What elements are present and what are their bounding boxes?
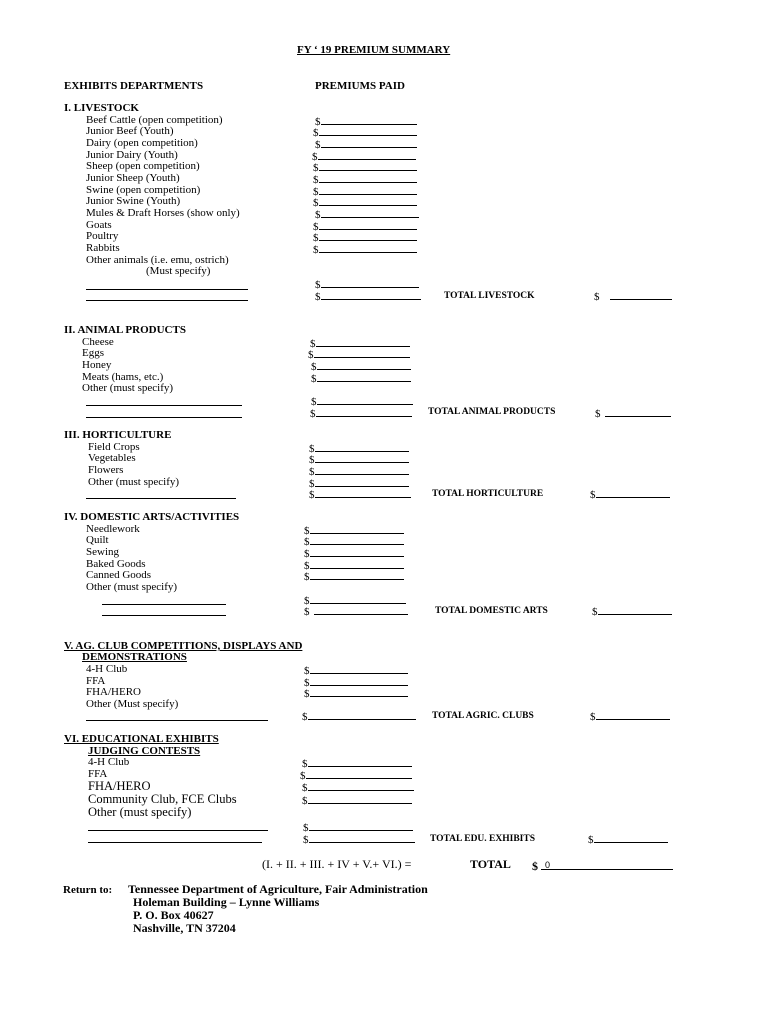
animal-products-item: Honey [82, 359, 112, 371]
horticulture-item: Field Crops [88, 441, 140, 453]
specify-field[interactable] [102, 615, 226, 616]
total-agric-clubs-field[interactable]: $ [590, 709, 670, 723]
amount-field[interactable]: $ [304, 523, 404, 537]
livestock-item: Poultry [86, 230, 119, 242]
total-horticulture-field[interactable]: $ [590, 487, 670, 501]
must-specify-note: (Must specify) [146, 265, 211, 277]
livestock-item: Swine (open competition) [86, 184, 201, 196]
amount-field[interactable]: $ [304, 604, 408, 618]
domestic-arts-item: Canned Goods [86, 569, 152, 581]
total-livestock-label: TOTAL LIVESTOCK [444, 291, 535, 301]
amount-field[interactable]: $ [312, 149, 416, 163]
grand-total-label: TOTAL [470, 857, 511, 871]
total-domestic-arts-label: TOTAL DOMESTIC ARTS [435, 606, 548, 616]
horticulture-heading: III. HORTICULTURE [64, 429, 172, 441]
animal-products-item: Eggs [82, 347, 104, 359]
amount-field[interactable]: $ [302, 709, 416, 723]
domestic-arts-item: Quilt [86, 534, 109, 546]
grand-total-field[interactable] [532, 857, 673, 873]
amount-field[interactable]: $ [304, 675, 408, 689]
educational-item: FHA/HERO [88, 779, 151, 793]
animal-products-item: Other (must specify) [82, 382, 174, 394]
ag-club-item: Other (Must specify) [86, 698, 179, 710]
specify-field[interactable] [88, 842, 262, 843]
ag-club-item: 4-H Club [86, 663, 128, 675]
amount-field[interactable]: $ [304, 546, 404, 560]
horticulture-item: Flowers [88, 464, 124, 476]
specify-field[interactable] [102, 604, 226, 605]
specify-field[interactable] [86, 289, 248, 290]
livestock-item: Goats [86, 219, 112, 231]
amount-field[interactable]: $ [313, 160, 417, 174]
animal-products-heading: II. ANIMAL PRODUCTS [64, 324, 186, 336]
livestock-item: Rabbits [86, 242, 120, 254]
departments-header: EXHIBITS DEPARTMENTS [64, 80, 204, 92]
return-address-line: P. O. Box 40627 [133, 908, 214, 922]
amount-field[interactable]: $ [304, 593, 406, 607]
specify-field[interactable] [86, 498, 236, 499]
domestic-arts-item: Needlework [86, 523, 140, 535]
amount-field[interactable]: $ [311, 359, 411, 373]
amount-field[interactable]: $ [313, 172, 417, 186]
premiums-header: PREMIUMS PAID [315, 80, 405, 92]
total-livestock-field[interactable]: $ [594, 289, 672, 303]
amount-field[interactable]: $ [302, 756, 412, 770]
ag-club-heading-2: DEMONSTRATIONS [82, 651, 187, 663]
amount-field[interactable]: $ [311, 371, 411, 385]
amount-field[interactable]: $ [315, 277, 419, 291]
amount-field[interactable]: $ [309, 464, 409, 478]
grand-total-dollar: $ [532, 859, 538, 873]
amount-field[interactable]: $ [310, 336, 410, 350]
domestic-arts-item: Other (must specify) [86, 581, 178, 593]
livestock-item: Junior Beef (Youth) [86, 125, 174, 137]
livestock-item: Junior Swine (Youth) [86, 195, 181, 207]
domestic-arts-heading: IV. DOMESTIC ARTS/ACTIVITIES [64, 511, 240, 523]
livestock-item: Mules & Draft Horses (show only) [86, 207, 240, 219]
amount-field[interactable]: $ [309, 452, 409, 466]
amount-field[interactable]: $ [304, 686, 408, 700]
amount-field[interactable]: $ [310, 406, 412, 420]
domestic-arts-item: Baked Goods [86, 558, 146, 570]
grand-total-formula: (I. + II. + III. + IV + V.+ VI.) = [262, 857, 412, 871]
amount-field[interactable]: $ [304, 558, 404, 572]
amount-field[interactable]: $ [309, 476, 409, 490]
specify-field[interactable] [86, 300, 248, 301]
horticulture-item: Other (must specify) [88, 476, 180, 488]
amount-field[interactable]: $ [304, 663, 408, 677]
ag-club-heading: V. AG. CLUB COMPETITIONS, DISPLAYS AND [64, 640, 303, 652]
animal-products-item: Cheese [82, 336, 114, 348]
horticulture-item: Vegetables [88, 452, 136, 464]
educational-heading-2: JUDGING CONTESTS [88, 745, 201, 757]
return-address-line: Nashville, TN 37204 [133, 921, 236, 935]
amount-field[interactable]: $ [302, 793, 412, 807]
amount-field[interactable]: $ [315, 114, 417, 128]
livestock-item: Sheep (open competition) [86, 160, 200, 172]
livestock-heading: I. LIVESTOCK [64, 102, 139, 114]
specify-field[interactable] [86, 720, 268, 721]
domestic-arts-item: Sewing [86, 546, 119, 558]
amount-field[interactable]: $ [309, 441, 409, 455]
animal-products-item: Meats (hams, etc.) [82, 371, 164, 383]
amount-field[interactable]: $ [303, 832, 415, 846]
page-title: FY ‘ 19 PREMIUM SUMMARY [297, 44, 451, 56]
specify-field[interactable] [86, 417, 242, 418]
total-animal-products-field[interactable]: $ [595, 406, 671, 420]
amount-field[interactable]: $ [313, 125, 417, 139]
educational-item: Community Club, FCE Clubs [88, 792, 237, 806]
educational-item: FFA [88, 768, 108, 780]
amount-field[interactable]: $ [304, 569, 404, 583]
amount-field[interactable]: $ [313, 230, 417, 244]
amount-field[interactable]: $ [304, 534, 404, 548]
total-domestic-arts-field[interactable]: $ [592, 604, 672, 618]
amount-field[interactable]: $ [302, 780, 414, 794]
educational-item: Other (must specify) [88, 805, 192, 819]
total-edu-exhibits-label: TOTAL EDU. EXHIBITS [430, 834, 535, 844]
total-animal-products-label: TOTAL ANIMAL PRODUCTS [428, 407, 556, 417]
amount-field[interactable]: $ [303, 820, 413, 834]
amount-field[interactable]: $ [313, 219, 417, 233]
ag-club-item: FHA/HERO [86, 686, 142, 698]
return-address-line: Holeman Building – Lynne Williams [133, 895, 320, 909]
total-horticulture-label: TOTAL HORTICULTURE [432, 489, 544, 499]
amount-field[interactable]: $ [315, 289, 421, 303]
livestock-item: Junior Sheep (Youth) [86, 172, 180, 184]
amount-field[interactable]: $ [313, 184, 417, 198]
livestock-item: Beef Cattle (open competition) [86, 114, 223, 126]
amount-field[interactable]: $ [315, 207, 419, 221]
specify-field[interactable] [86, 405, 242, 406]
grand-total-value: 0 [545, 860, 551, 870]
amount-field[interactable]: $ [311, 394, 413, 408]
livestock-item: Dairy (open competition) [86, 137, 198, 149]
ag-club-item: FFA [86, 675, 106, 687]
return-to-label: Return to: [63, 884, 113, 896]
livestock-item: Junior Dairy (Youth) [86, 149, 178, 161]
total-edu-exhibits-field[interactable]: $ [588, 832, 668, 846]
amount-field[interactable]: $ [315, 137, 417, 151]
amount-field[interactable]: $ [308, 347, 410, 361]
return-address-line: Tennessee Department of Agriculture, Fair Administration [128, 882, 428, 896]
amount-field[interactable]: $ [300, 768, 412, 782]
educational-item: 4-H Club [88, 756, 130, 768]
amount-field[interactable]: $ [313, 242, 417, 256]
total-agric-clubs-label: TOTAL AGRIC. CLUBS [432, 711, 534, 721]
specify-field[interactable] [88, 830, 268, 831]
livestock-item: Other animals (i.e. emu, ostrich) [86, 254, 229, 266]
amount-field[interactable]: $ [309, 487, 411, 501]
educational-heading: VI. EDUCATIONAL EXHIBITS [64, 733, 219, 745]
amount-field[interactable]: $ [313, 195, 417, 209]
